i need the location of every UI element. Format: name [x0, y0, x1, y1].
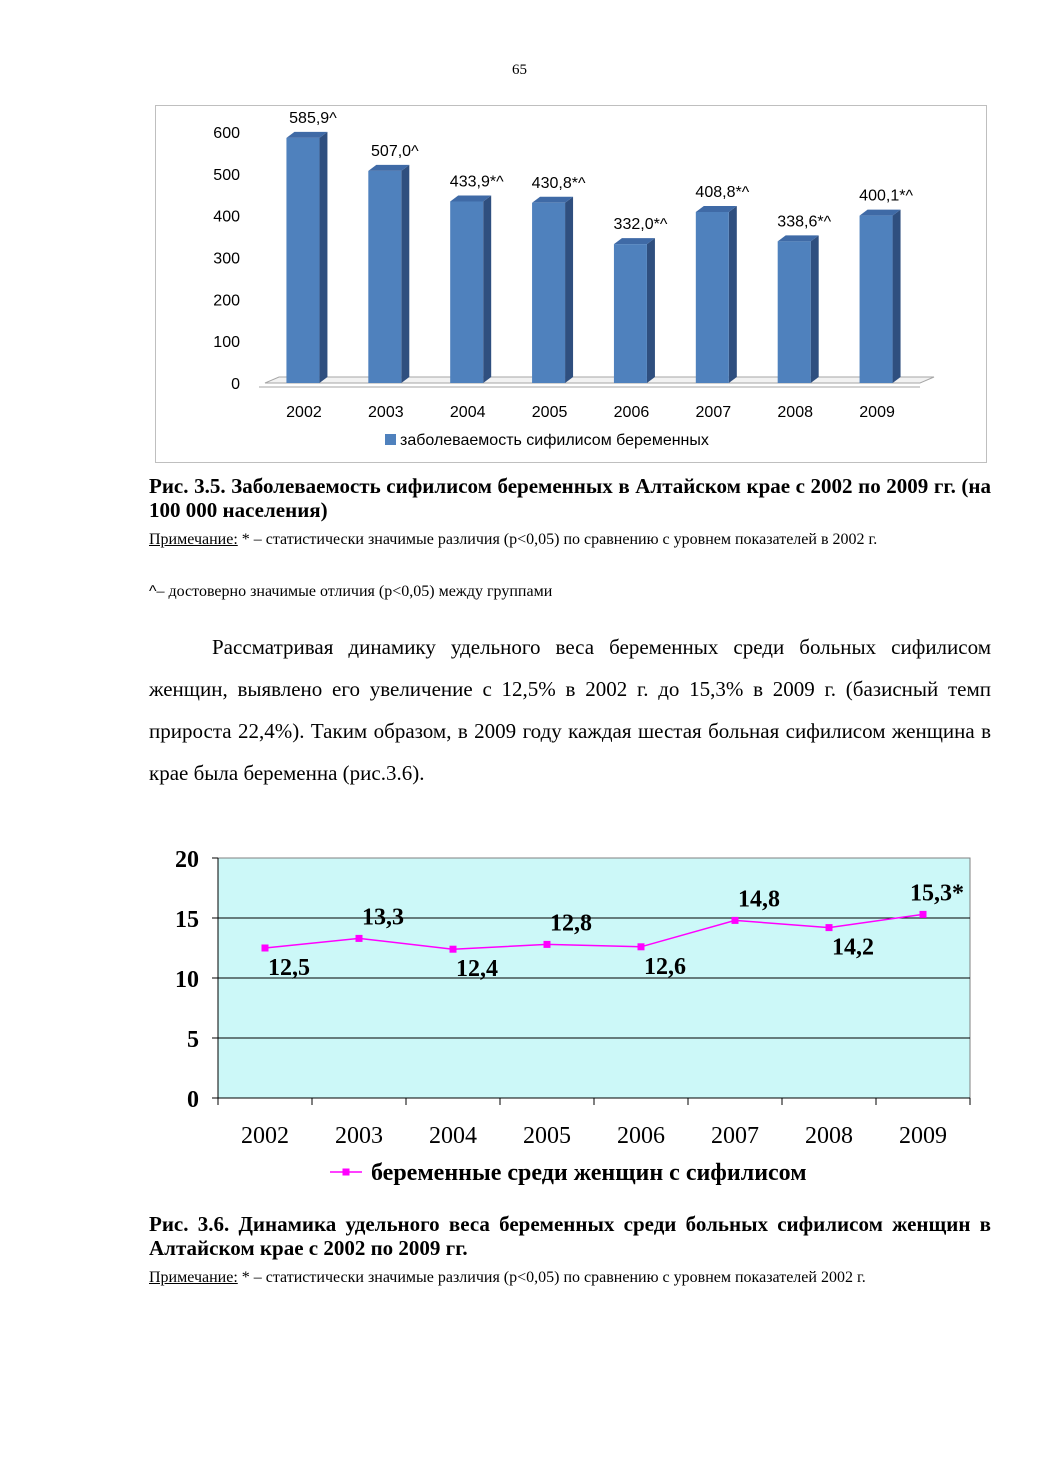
data-label: 13,3 [362, 904, 404, 931]
x-tick-label: 2003 [335, 1123, 383, 1149]
y-tick-label: 400 [213, 208, 240, 226]
bar-data-label: 332,0*^ [613, 216, 668, 234]
y-tick-label: 5 [187, 1027, 199, 1053]
x-tick-label: 2006 [613, 404, 650, 421]
x-tick-label: 2002 [241, 1123, 289, 1149]
figure-3-5-caption: Рис. 3.5. Заболеваемость сифилисом беременных в Алтайском крае с 2002 по 2009 гг. (на 100 000 населения) [149, 474, 991, 522]
x-tick-label: 2009 [859, 404, 895, 421]
x-tick-label: 2005 [531, 404, 568, 421]
note-label: Примечание: [149, 1269, 238, 1286]
bar-data-label: 585,9^ [289, 109, 337, 127]
y-tick-label: 15 [175, 907, 199, 933]
x-tick-label: 2005 [523, 1123, 571, 1149]
note-text: * – статистически значимые различия (р<0,05) по сравнению с уровнем показателей в 2002 г. [237, 531, 878, 548]
data-point [732, 917, 739, 924]
figure-3-6-caption: Рис. 3.6. Динамика удельного веса беременных среди больных сифилисом женщин в Алтайском крае с 2002 по 2009 гг. [149, 1212, 991, 1260]
page-number: 65 [512, 62, 527, 78]
y-tick-label: 0 [187, 1087, 199, 1113]
data-label: 14,8 [738, 886, 780, 913]
data-point [826, 924, 833, 931]
x-tick-label: 2009 [899, 1123, 947, 1149]
data-point [638, 943, 645, 950]
x-tick-label: 2008 [777, 404, 813, 421]
y-tick-label: 200 [213, 292, 240, 310]
bar-data-label: 433,9*^ [449, 173, 504, 191]
x-tick-label: 2004 [429, 1123, 477, 1149]
data-point [920, 911, 927, 918]
data-label: 12,6 [644, 953, 686, 980]
x-tick-label: 2004 [449, 404, 486, 421]
x-tick-label: 2007 [695, 404, 732, 421]
data-label: 15,3* [910, 880, 964, 907]
data-label: 12,8 [550, 910, 592, 937]
x-tick-label: 2006 [617, 1123, 665, 1149]
y-tick-label: 300 [213, 250, 240, 268]
y-tick-label: 100 [213, 334, 240, 352]
x-tick-label: 2002 [286, 404, 322, 421]
data-point [450, 946, 457, 953]
note-label: Примечание: [149, 531, 238, 548]
y-tick-label: 10 [175, 967, 199, 993]
x-tick-label: 2008 [805, 1123, 853, 1149]
bar-data-label: 507,0^ [371, 142, 419, 160]
bar-data-label: 430,8*^ [531, 174, 586, 192]
x-tick-label: 2003 [368, 404, 404, 421]
note-text: * – статистически значимые различия (р<0,05) по сравнению с уровнем показателей 2002 г. [237, 1269, 866, 1286]
y-tick-label: 0 [231, 376, 240, 393]
legend-marker [343, 1169, 350, 1176]
caret-symbol: ^ [149, 583, 157, 600]
x-tick-label: 2007 [711, 1123, 759, 1149]
bar-data-label: 400,1*^ [859, 187, 913, 205]
y-tick-label: 20 [175, 847, 199, 873]
y-tick-label: 600 [213, 125, 240, 142]
legend-label: беременные среди женщин с сифилисом [371, 1160, 807, 1186]
figure-3-6-note [149, 1268, 991, 1288]
body-paragraph: Рассматривая динамику удельного веса беременных среди больных сифилисом женщин, выявлено его увеличение с 12,5% в 2002 г. до 15,3% в 2009 г. (базисный темп прироста 22,4%). Таким образом, в 2009 году каждая шестая больная сифилисом женщина в крае была беременна (рис.3.6). [149, 635, 991, 785]
data-point [262, 945, 269, 952]
note-2-text: – достоверно значимые отличия (р<0,05) между группами [156, 583, 553, 600]
y-tick-label: 500 [213, 166, 240, 184]
data-point [544, 941, 551, 948]
data-point [356, 935, 363, 942]
bar-data-label: 408,8*^ [695, 183, 750, 201]
data-label: 12,4 [456, 956, 498, 983]
bar-data-label: 338,6*^ [777, 213, 832, 231]
data-label: 12,5 [268, 955, 310, 981]
legend-label: заболеваемость сифилисом беременных [400, 432, 709, 449]
data-label: 14,2 [832, 934, 874, 961]
